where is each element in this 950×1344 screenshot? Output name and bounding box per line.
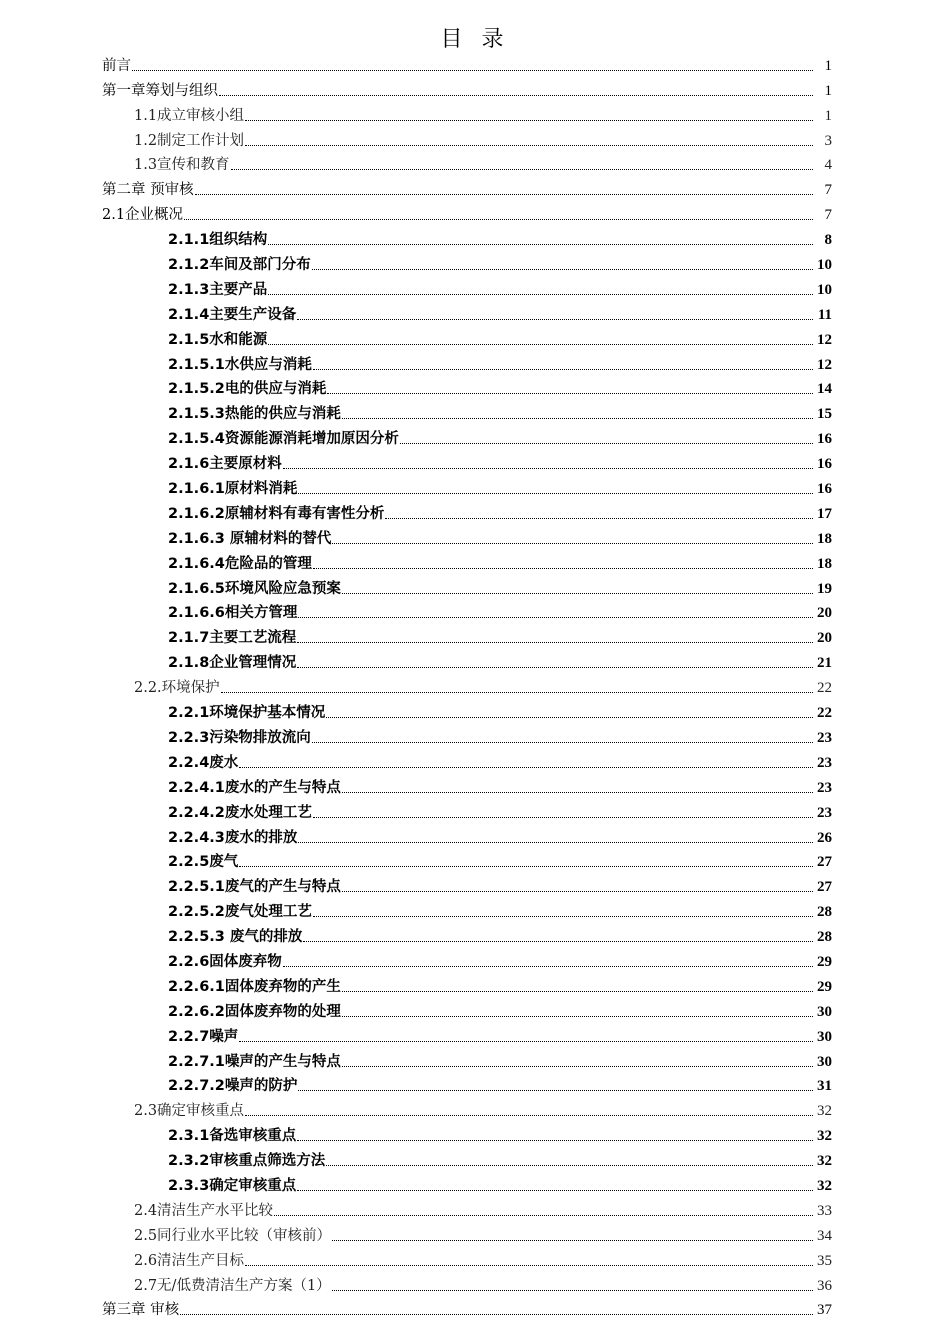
toc-leader-dots [297, 1139, 813, 1141]
toc-entry-label: 2.3.2审核重点筛选方法 [168, 1153, 326, 1170]
toc-entry-page-number: 1 [824, 107, 832, 124]
toc-entry-label: 2.2.6固体废弃物 [168, 953, 282, 970]
toc-entry-label: 2.2.5废气 [168, 854, 239, 871]
toc-entry-page-number: 27 [817, 879, 832, 896]
toc-entry-label: 2.1.5.1水供应与消耗 [168, 356, 312, 373]
toc-leader-dots [400, 442, 813, 444]
toc-entry-page-number: 1 [824, 57, 832, 74]
toc-leader-dots [342, 791, 813, 793]
toc-entry-label: 2.3确定审核重点 [134, 1103, 245, 1120]
toc-entry[interactable] [0, 822, 950, 847]
toc-entry-label: 2.1.8企业管理情况 [168, 655, 297, 672]
toc-leader-dots [298, 841, 813, 843]
toc-entry-page-number: 35 [817, 1252, 832, 1269]
toc-entry-label: 2.2.4.3废水的排放 [168, 829, 298, 846]
toc-entry-label: 2.1.3主要产品 [168, 281, 268, 298]
toc-leader-dots [231, 168, 813, 170]
toc-entry-page-number: 23 [817, 779, 832, 796]
toc-entry[interactable] [0, 224, 950, 249]
toc-entry[interactable] [0, 274, 950, 299]
toc-entry-page-number: 10 [817, 281, 832, 298]
toc-entry-page-number: 12 [817, 331, 832, 348]
toc-entry-label: 1.1成立审核小组 [134, 107, 245, 124]
toc-entry[interactable] [0, 100, 950, 125]
toc-entry-page-number: 14 [817, 381, 832, 398]
toc-entry-page-number: 23 [817, 729, 832, 746]
toc-leader-dots [245, 144, 813, 146]
toc-entry-page-number: 36 [817, 1277, 832, 1294]
toc-entry-page-number: 26 [817, 829, 832, 846]
toc-entry-label: 2.1企业概况 [102, 207, 184, 224]
toc-entry-label: 2.2.7噪声 [168, 1028, 239, 1045]
toc-entry[interactable] [0, 996, 950, 1021]
toc-leader-dots [268, 343, 813, 345]
toc-entry-label: 2.6清洁生产目标 [134, 1252, 245, 1269]
toc-leader-dots [297, 318, 813, 320]
toc-entry[interactable] [0, 398, 950, 423]
toc-leader-dots [332, 1239, 813, 1241]
toc-entry-label: 2.2.1环境保护基本情况 [168, 705, 326, 722]
toc-leader-dots [313, 567, 813, 569]
toc-entry[interactable] [0, 523, 950, 548]
toc-entry[interactable] [0, 249, 950, 274]
toc-entry-page-number: 30 [817, 1053, 832, 1070]
toc-entry-label: 2.5同行业水平比较（审核前） [134, 1227, 332, 1244]
toc-entry-label: 2.2.5.3 废气的排放 [168, 929, 303, 946]
toc-entry-label: 2.2.环境保护 [134, 680, 220, 697]
toc-entry[interactable] [0, 349, 950, 374]
toc-entry[interactable] [0, 1295, 950, 1320]
toc-entry-page-number: 37 [817, 1302, 832, 1319]
toc-leader-dots [313, 816, 813, 818]
toc-entry[interactable] [0, 871, 950, 896]
toc-entry-page-number: 31 [817, 1078, 832, 1095]
toc-entry[interactable] [0, 573, 950, 598]
toc-entry-page-number: 30 [817, 1003, 832, 1020]
toc-entry-page-number: 34 [817, 1227, 832, 1244]
toc-entry-page-number: 11 [817, 306, 832, 323]
toc-entry-page-number: 3 [824, 132, 832, 149]
toc-entry-label: 2.1.4主要生产设备 [168, 306, 297, 323]
toc-entry-page-number: 7 [824, 207, 832, 224]
toc-leader-dots [326, 1164, 813, 1166]
toc-leader-dots [180, 1313, 813, 1315]
toc-entry[interactable] [0, 622, 950, 647]
toc-entry[interactable] [0, 896, 950, 921]
toc-entry-label: 2.2.4废水 [168, 754, 239, 771]
toc-entry-page-number: 23 [817, 804, 832, 821]
toc-leader-dots [132, 69, 813, 71]
toc-entry-page-number: 4 [824, 157, 832, 174]
toc-entry-page-number: 29 [817, 978, 832, 995]
toc-entry[interactable] [0, 1095, 950, 1120]
toc-entry[interactable] [0, 971, 950, 996]
toc-entry[interactable] [0, 772, 950, 797]
toc-entry[interactable] [0, 299, 950, 324]
toc-entry[interactable] [0, 1170, 950, 1195]
toc-entry-label: 2.2.6.1固体废弃物的产生 [168, 978, 341, 995]
toc-entry[interactable] [0, 150, 950, 175]
toc-leader-dots [245, 1264, 813, 1266]
toc-entry-page-number: 20 [817, 605, 832, 622]
toc-leader-dots [245, 119, 813, 121]
toc-entry[interactable] [0, 448, 950, 473]
toc-entry-label: 2.2.7.2噪声的防护 [168, 1078, 298, 1095]
toc-entry-label: 2.3.1备选审核重点 [168, 1128, 297, 1145]
toc-leader-dots [298, 1089, 813, 1091]
toc-leader-dots [342, 1015, 813, 1017]
toc-entry[interactable] [0, 473, 950, 498]
toc-entry[interactable] [0, 1220, 950, 1245]
toc-list [0, 50, 950, 1319]
toc-entry-page-number: 23 [817, 754, 832, 771]
toc-entry-page-number: 7 [824, 182, 832, 199]
toc-entry-label: 2.1.6.3 原辅材料的替代 [168, 530, 332, 547]
toc-entry-label: 2.7无/低费清洁生产方案（1） [134, 1277, 331, 1294]
toc-entry-page-number: 16 [817, 481, 832, 498]
toc-entry-label: 2.1.6.6相关方管理 [168, 605, 298, 622]
toc-leader-dots [332, 542, 813, 544]
toc-entry[interactable] [0, 747, 950, 772]
toc-entry-label: 2.1.2车间及部门分布 [168, 257, 311, 274]
toc-entry-page-number: 32 [817, 1153, 832, 1170]
toc-entry[interactable] [0, 423, 950, 448]
toc-entry-label: 2.2.5.2废气处理工艺 [168, 904, 312, 921]
toc-leader-dots [283, 467, 813, 469]
toc-leader-dots [221, 691, 813, 693]
toc-entry-label: 2.1.1组织结构 [168, 232, 268, 249]
toc-entry[interactable] [0, 498, 950, 523]
toc-leader-dots [342, 890, 813, 892]
toc-entry[interactable] [0, 125, 950, 150]
toc-leader-dots [342, 417, 813, 419]
toc-entry-label: 2.1.6主要原材料 [168, 456, 282, 473]
toc-entry-label: 2.1.6.1原材料消耗 [168, 481, 298, 498]
toc-entry-label: 2.3.3确定审核重点 [168, 1177, 297, 1194]
toc-entry[interactable] [0, 324, 950, 349]
toc-leader-dots [332, 1289, 813, 1291]
toc-entry-label: 2.1.6.4危险品的管理 [168, 555, 312, 572]
toc-entry[interactable] [0, 1145, 950, 1170]
toc-leader-dots [342, 1065, 813, 1067]
toc-entry[interactable] [0, 647, 950, 672]
toc-leader-dots [274, 1214, 813, 1216]
toc-entry[interactable] [0, 697, 950, 722]
toc-entry-page-number: 21 [817, 655, 832, 672]
toc-entry-page-number: 10 [817, 257, 832, 274]
toc-leader-dots [239, 766, 813, 768]
toc-entry[interactable] [0, 722, 950, 747]
toc-entry-page-number: 28 [817, 904, 832, 921]
toc-entry[interactable] [0, 672, 950, 697]
toc-entry[interactable] [0, 1120, 950, 1145]
toc-entry-page-number: 17 [817, 505, 832, 522]
toc-leader-dots [298, 492, 813, 494]
toc-entry-page-number: 27 [817, 854, 832, 871]
toc-entry-page-number: 19 [817, 580, 832, 597]
toc-entry-page-number: 22 [817, 680, 832, 697]
toc-entry-label: 1.2制定工作计划 [134, 132, 245, 149]
toc-entry[interactable] [0, 1245, 950, 1270]
toc-entry[interactable] [0, 75, 950, 100]
toc-entry-label: 2.1.5.2电的供应与消耗 [168, 381, 327, 398]
toc-entry-page-number: 33 [817, 1202, 832, 1219]
toc-entry-label: 2.2.7.1噪声的产生与特点 [168, 1053, 341, 1070]
toc-entry-label: 2.1.6.2原辅材料有毒有害性分析 [168, 505, 385, 522]
toc-leader-dots [303, 940, 813, 942]
toc-entry-page-number: 29 [817, 953, 832, 970]
toc-entry-label: 2.1.5.4资源能源消耗增加原因分析 [168, 431, 399, 448]
toc-leader-dots [283, 965, 813, 967]
toc-entry-page-number: 1 [824, 82, 832, 99]
toc-entry-page-number: 32 [817, 1177, 832, 1194]
toc-leader-dots [195, 193, 813, 195]
toc-entry-label: 第一章筹划与组织 [102, 82, 218, 99]
toc-leader-dots [297, 1189, 813, 1191]
toc-entry[interactable] [0, 1046, 950, 1071]
toc-entry-page-number: 32 [817, 1128, 832, 1145]
toc-leader-dots [268, 293, 813, 295]
toc-entry[interactable] [0, 174, 950, 199]
toc-entry-label: 前言 [102, 57, 131, 74]
toc-entry-page-number: 32 [817, 1103, 832, 1120]
toc-leader-dots [313, 368, 813, 370]
toc-entry-label: 2.1.6.5环境风险应急预案 [168, 580, 341, 597]
toc-entry[interactable] [0, 548, 950, 573]
toc-leader-dots [245, 1114, 813, 1116]
toc-leader-dots [239, 1040, 813, 1042]
toc-entry-label: 1.3宣传和教育 [134, 157, 230, 174]
toc-entry-page-number: 22 [817, 705, 832, 722]
toc-entry-page-number: 16 [817, 431, 832, 448]
toc-leader-dots [312, 741, 813, 743]
toc-leader-dots [342, 990, 813, 992]
toc-entry-page-number: 18 [817, 530, 832, 547]
toc-leader-dots [219, 94, 813, 96]
toc-entry-label: 2.4清洁生产水平比较 [134, 1202, 274, 1219]
toc-entry-label: 第三章 审核 [102, 1302, 180, 1319]
toc-entry-label: 2.2.5.1废气的产生与特点 [168, 879, 341, 896]
toc-entry[interactable] [0, 374, 950, 399]
toc-leader-dots [326, 716, 813, 718]
toc-entry[interactable] [0, 598, 950, 623]
toc-leader-dots [268, 243, 813, 245]
toc-entry-label: 2.2.6.2固体废弃物的处理 [168, 1003, 341, 1020]
toc-entry-label: 2.1.5.3热能的供应与消耗 [168, 406, 341, 423]
toc-entry[interactable] [0, 921, 950, 946]
toc-entry-page-number: 12 [817, 356, 832, 373]
toc-entry-page-number: 15 [817, 406, 832, 423]
toc-entry-label: 2.2.4.1废水的产生与特点 [168, 779, 341, 796]
toc-leader-dots [342, 592, 813, 594]
toc-leader-dots [297, 666, 813, 668]
toc-entry-label: 2.1.5水和能源 [168, 331, 268, 348]
toc-leader-dots [327, 392, 813, 394]
toc-entry-page-number: 18 [817, 555, 832, 572]
toc-leader-dots [298, 616, 813, 618]
toc-entry-page-number: 8 [824, 232, 832, 249]
toc-leader-dots [297, 641, 813, 643]
toc-entry[interactable] [0, 1021, 950, 1046]
toc-entry[interactable] [0, 1195, 950, 1220]
toc-entry-page-number: 20 [817, 630, 832, 647]
toc-leader-dots [312, 268, 813, 270]
toc-entry[interactable] [0, 1270, 950, 1295]
toc-entry[interactable] [0, 1071, 950, 1096]
toc-entry[interactable] [0, 797, 950, 822]
toc-leader-dots [313, 915, 813, 917]
toc-leader-dots [239, 865, 813, 867]
toc-entry-label: 第二章 预审核 [102, 182, 194, 199]
toc-entry-label: 2.2.3污染物排放流向 [168, 729, 311, 746]
toc-entry-page-number: 28 [817, 929, 832, 946]
toc-entry-page-number: 30 [817, 1028, 832, 1045]
toc-leader-dots [385, 517, 813, 519]
toc-entry[interactable] [0, 50, 950, 75]
toc-entry-label: 2.2.4.2废水处理工艺 [168, 804, 312, 821]
toc-entry[interactable] [0, 847, 950, 872]
toc-entry[interactable] [0, 199, 950, 224]
toc-entry[interactable] [0, 946, 950, 971]
toc-entry-page-number: 16 [817, 456, 832, 473]
toc-leader-dots [184, 218, 813, 220]
toc-title: 目 录 [440, 27, 510, 52]
toc-entry-label: 2.1.7主要工艺流程 [168, 630, 297, 647]
